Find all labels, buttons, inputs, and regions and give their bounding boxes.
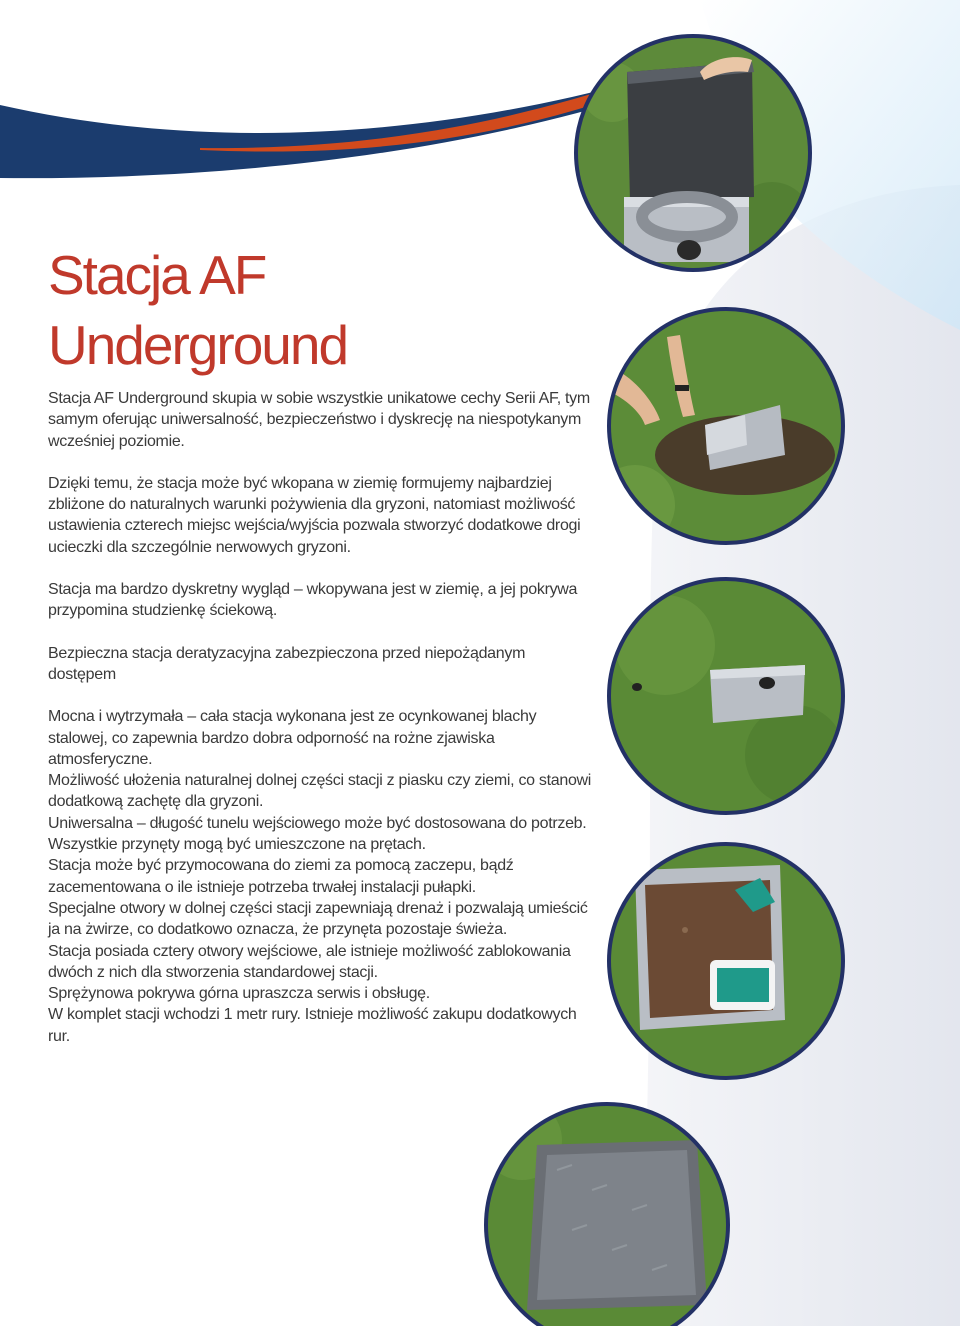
feature-item: Uniwersalna – długość tunelu wejściowego może być dostosowana do potrzeb. xyxy=(48,814,587,832)
open-station-photo xyxy=(572,32,814,274)
feature-list xyxy=(48,706,596,1047)
feature-item: Specjalne otwory w dolnej części stacji zapewniają drenaż i pozwalają umieścić ja na żwirze, co dodatkowo oznacza, że przynęta pozostaje świeża. xyxy=(48,899,588,939)
paragraph-2: Dzięki temu, że stacja może być wkopana w ziemię formujemy najbardziej zbliżone do naturalnych warunki pożywienia dla gryzoni, natomiast możliwość ustawienia czterech miejsc wejścia/wyjścia pozwala stworzyć dodatkowe drogi ucieczki dla szczególnie nerwowych gryzoni. xyxy=(48,474,581,556)
feature-item: Wszystkie przynęty mogą być umieszczone na prętach. xyxy=(48,836,426,854)
paragraph-4: Bezpieczna stacja deratyzacyjna zabezpieczona przed niepożądanym dostępem xyxy=(48,644,526,683)
feature-item: Stacja może być przymocowana do ziemi za pomocą zaczepu, bądź zacementowana o ile istnieje potrzeba trwałej instalacji pułapki. xyxy=(48,857,514,896)
buried-station-photo xyxy=(605,575,847,817)
intro-paragraph: Stacja AF Underground skupia w sobie wszystkie unikatowe cechy Serii AF, tym samym oferując uniwersalność, bezpieczeństwo i dyskrecję na niespotykanym wcześniej poziomie. xyxy=(48,390,590,450)
page-title xyxy=(48,240,347,380)
bait-inside-station-photo xyxy=(605,840,847,1082)
paragraph-3: Stacja ma bardzo dyskretny wygląd – wkopywana jest w ziemię, a jej pokrywa przypomina studzienkę ściekową. xyxy=(48,581,578,620)
feature-item: Sprężynowa pokrywa górna upraszcza serwis i obsługę. xyxy=(48,985,430,1003)
feature-item: Stacja posiada cztery otwory wejściowe, ale istnieje możliwość zablokowania dwóch z nich dla stworzenia standardowej stacji. xyxy=(48,942,571,981)
feature-item: W komplet stacji wchodzi 1 metr rury. Istnieje możliwość zakupu dodatkowych rur. xyxy=(48,1006,577,1045)
feature-item: Mocna i wytrzymała – cała stacja wykonana jest ze ocynkowanej blachy stalowej, co zapewnia bardzo dobra odporność na rożne zjawiska atmosferyczne. xyxy=(48,708,537,768)
closed-lid-photo xyxy=(482,1100,732,1326)
body-text xyxy=(48,388,596,1047)
title-line-2: Underground xyxy=(48,314,348,376)
navy-swoosh xyxy=(0,80,640,178)
title-line-1: Stacja AF xyxy=(48,244,266,306)
installing-station-photo xyxy=(605,305,847,547)
feature-item: Możliwość ułożenia naturalnej dolnej części stacji z piasku czy ziemi, co stanowi dodatkową zachętę dla gryzoni. xyxy=(48,772,592,811)
